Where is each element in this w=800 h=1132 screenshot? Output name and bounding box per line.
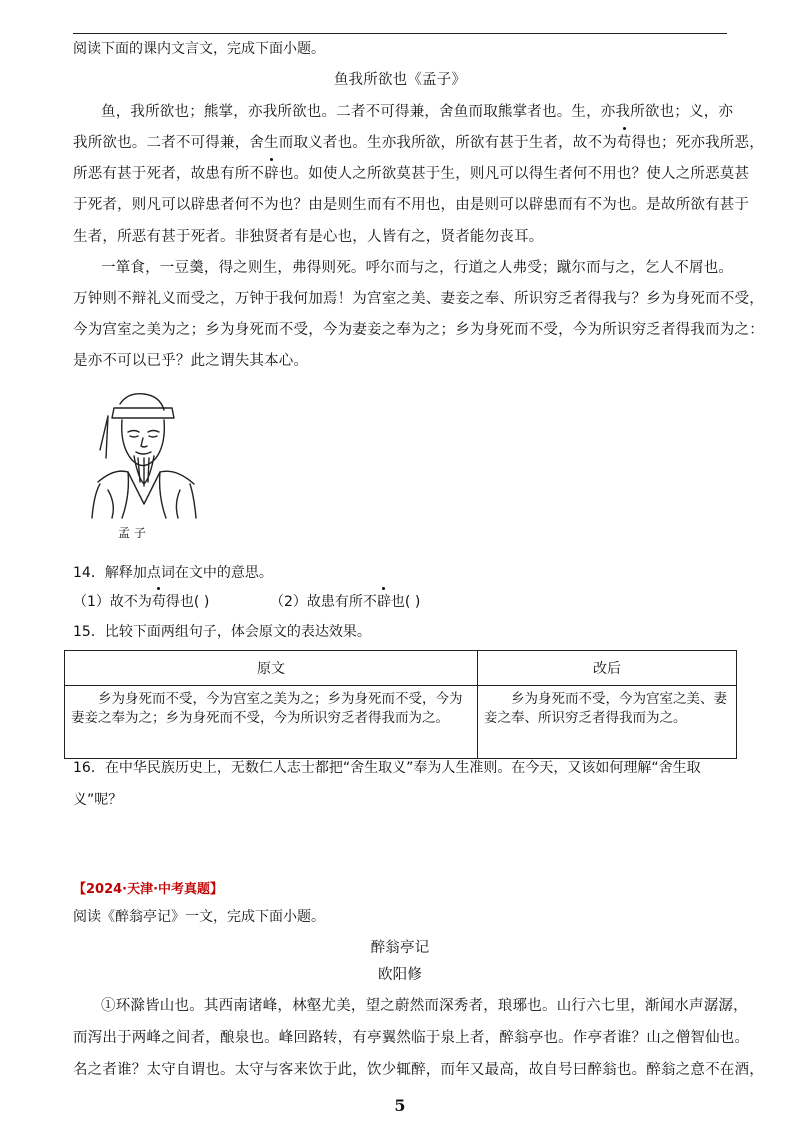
q14-item-2: （2）故患有所不辟也( ) — [270, 591, 420, 611]
reading-intro-2: 阅读《醉翁亭记》一文，完成下面小题。 — [73, 909, 325, 925]
passage-line: 于死者，则凡可以辟患者何不为也？由是则生而有不用也，由是则可以辟患而有不为也。是故所欲有甚于 — [73, 197, 750, 213]
passage-line: 而泻出于两峰之间者，酿泉也。峰回路转，有亭翼然临于泉上者，醉翁亭也。作亭者谁？山之僧智仙也。 — [73, 1030, 750, 1046]
passage-title-2: 醉翁亭记 — [370, 940, 430, 956]
passage-line: 万钟则不辩礼义而受之，万钟于我何加焉！为宫室之美、妻妾之奉、所识穷乏者得我与？乡为身死而不受， — [73, 291, 764, 307]
table-cell-revised: 乡为身死而不受，今为宫室之美、妻妾之奉、所识穷乏者得我而为之。 — [478, 686, 737, 759]
exam-source-tag: 【2024·天津·中考真题】 — [73, 882, 224, 897]
question-15: 15．比较下面两组句子，体会原文的表达效果。 — [73, 624, 371, 640]
passage-line: 今为宫室之美为之；乡为身死而不受，今为妻妾之奉为之；乡为身死而不受，今为所识穷乏者得我而为之： — [73, 322, 764, 338]
dotted-word-gou: 苟 — [617, 131, 632, 152]
header-rule — [73, 33, 727, 34]
q14-dotted-word: 苟 — [152, 591, 166, 611]
passage-author: 欧阳修 — [377, 967, 423, 983]
question-14: 14．解释加点词在文中的意思。 — [73, 565, 273, 581]
reading-intro: 阅读下面的课内文言文，完成下面小题。 — [73, 41, 325, 57]
passage-title: 鱼我所欲也《孟子》 — [333, 72, 467, 88]
mencius-portrait — [78, 386, 210, 526]
page-number: 5 — [394, 1096, 406, 1115]
passage-line: ①环滁皆山也。其西南诸峰，林壑尤美，望之蔚然而深秀者，琅琊也。山行六七里，渐闻水声潺潺， — [101, 998, 748, 1014]
dotted-word-bi: 辟 — [264, 162, 279, 183]
question-16-cont: 义”呢？ — [73, 792, 123, 808]
passage-line: 所恶有甚于死者，故患有所不辟也。如使人之所欲莫甚于生，则凡可以得生者何不用也？使人之所恶莫甚 — [73, 162, 749, 183]
portrait-caption: 孟 子 — [118, 526, 146, 540]
table-header-original: 原文 — [65, 651, 478, 686]
passage-line: 鱼，我所欲也；熊掌，亦我所欲也。二者不可得兼，舍鱼而取熊掌者也。生，亦我所欲也；义，亦 — [101, 104, 734, 120]
passage-line: 我所欲也。二者不可得兼，舍生而取义者也。生亦我所欲，所欲有甚于生者，故不为苟得也；死亦我所恶， — [73, 131, 764, 152]
q14-item-1: （1）故不为苟得也( ) — [73, 591, 209, 611]
passage-line: 名之者谁？太守自谓也。太守与客来饮于此，饮少辄醉，而年又最高，故自号曰醉翁也。醉翁之意不在酒， — [73, 1062, 764, 1078]
q14-dotted-word: 辟 — [377, 591, 391, 611]
passage-line: 是亦不可以已乎？此之谓失其本心。 — [73, 353, 309, 369]
table-header-revised: 改后 — [478, 651, 737, 686]
table-cell-original: 乡为身死而不受，今为宫室之美为之；乡为身死而不受，今为妻妾之奉为之；乡为身死而不受，今为所识穷乏者得我而为之。 — [65, 686, 478, 759]
comparison-table — [64, 650, 737, 759]
passage-line: 生者，所恶有甚于死者。非独贤者有是心也，人皆有之，贤者能勿丧耳。 — [73, 229, 544, 245]
passage-line: 一箪食，一豆羹，得之则生，弗得则死。呼尔而与之，行道之人弗受；蹴尔而与之，乞人不屑也。 — [101, 260, 734, 276]
question-16: 16．在中华民族历史上，无数仁人志士都把“舍生取义”奉为人生准则。在今天，又该如何理解“舍生取 — [73, 760, 701, 776]
